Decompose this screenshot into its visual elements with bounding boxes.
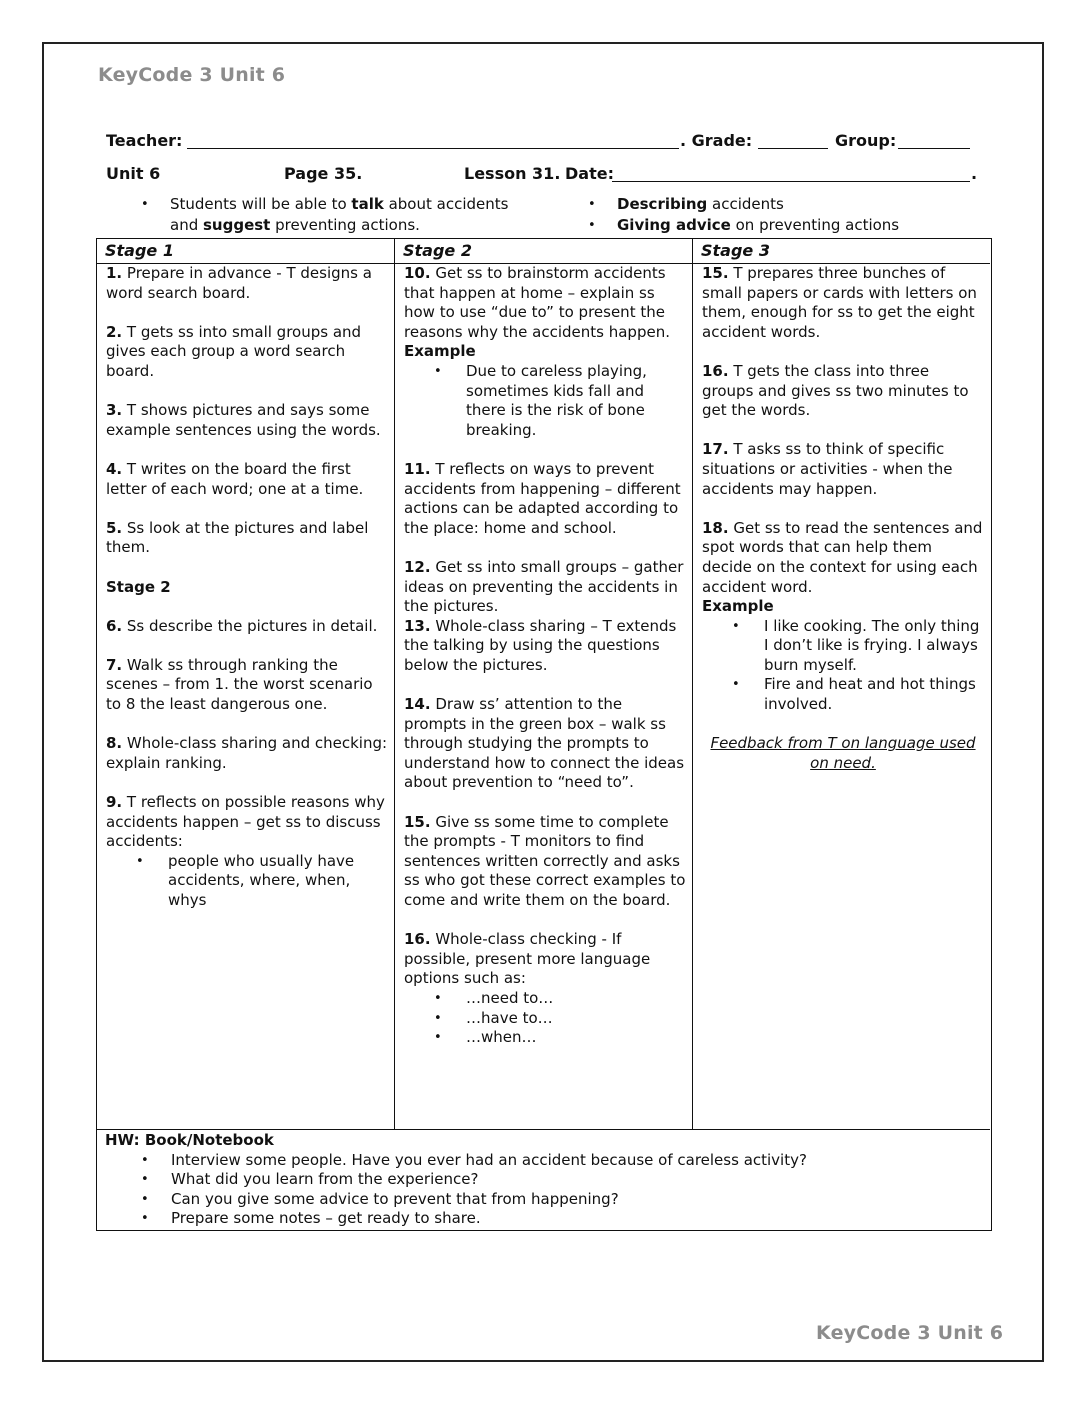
objective-right-2: • Giving advice on preventing actions: [588, 216, 900, 234]
objective-left: • Students will be able to talk about accidents and suggest preventing actions.: [141, 195, 509, 234]
step-7: 7. Walk ss through ranking the scenes – from 1. the worst scenario to 8 the least dangerous one.: [106, 655, 373, 714]
column-divider-1: [394, 239, 395, 1129]
list-item: • Prepare some notes – get ready to share.: [105, 1209, 985, 1229]
example-label: Example: [404, 342, 476, 361]
step-2: 2. T gets ss into small groups and gives each group a word search board.: [106, 322, 362, 380]
stage-2-heading: Stage 2: [403, 241, 472, 260]
homework-title: HW: Book/Notebook: [105, 1131, 274, 1149]
objective-right-1: • Describing accidents: [588, 195, 784, 213]
stage-2-subheading: Stage 2: [106, 577, 171, 596]
list-item: • What did you learn from the experience?: [105, 1170, 985, 1190]
step-14: 14. Draw ss’ attention to the prompts in the green box – walk ss through studying the prompts to understand how to connect the ideas about prevention to “need to”.: [404, 695, 685, 792]
bullet-icon: •: [588, 218, 596, 233]
column-divider-2: [692, 239, 693, 1129]
step-18: 18. Get ss to read the sentences and spot words that can help them decide on the context for using each accident word.: [702, 518, 983, 596]
feedback-note: Feedback from T on language used on need.: [710, 734, 976, 772]
step-3: 3. T shows pictures and says some example sentences using the words.: [106, 401, 381, 439]
list-item: • Can you give some advice to prevent that from happening?: [105, 1190, 985, 1210]
unit-label: Unit 6: [106, 164, 161, 183]
step-15: 15. Give ss some time to complete the prompts - T monitors to find sentences written correctly and asks ss who got these correct examples to come and write them on the board.: [404, 812, 686, 909]
list-item: • Interview some people. Have you ever had an accident because of careless activity?: [105, 1151, 985, 1171]
step-9: 9. T reflects on possible reasons why accidents happen – get ss to discuss accidents:: [106, 793, 385, 851]
step-5: 5. Ss look at the pictures and label them.: [106, 518, 369, 557]
homework-section: [105, 1131, 985, 1229]
teacher-label: Teacher:: [106, 131, 183, 150]
list-item: • Fire and heat and hot things involved.: [702, 675, 984, 714]
step-16: 16. Whole-class checking - If possible, present more language options such as:: [404, 930, 651, 988]
step-17: 17. T asks ss to think of specific situations or activities - when the accidents may happen.: [702, 440, 953, 498]
stage-1-heading: Stage 1: [105, 241, 174, 260]
homework-divider: [97, 1129, 990, 1130]
stage-3-heading: Stage 3: [701, 241, 770, 260]
step-6: 6. Ss describe the pictures in detail.: [106, 616, 378, 635]
list-item: • …have to…: [404, 1009, 686, 1029]
list-item: • …need to…: [404, 989, 686, 1009]
step-16b: 16. T gets the class into three groups and gives ss two minutes to get the words.: [702, 361, 969, 420]
date-end: .: [971, 164, 978, 183]
lesson-label: Lesson 31.: [464, 164, 561, 183]
date-line: [612, 181, 970, 182]
list-item: • I like cooking. The only thing I don’t like is frying. I always burn myself.: [702, 617, 984, 676]
teacher-line: [187, 148, 679, 149]
grade-line: [758, 148, 828, 149]
step-4: 4. T writes on the board the first letter of each word; one at a time.: [106, 459, 364, 498]
brand-footer: KeyCode 3 Unit 6: [816, 1322, 1004, 1344]
step-8: 8. Whole-class sharing and checking: explain ranking.: [106, 734, 388, 772]
brand-header: KeyCode 3 Unit 6: [98, 64, 286, 86]
homework-list: [105, 1151, 985, 1229]
example-list: [404, 362, 686, 440]
example-label: Example: [702, 597, 774, 616]
step-10: 10. Get ss to brainstorm accidents that happen at home – explain ss how to use “due to” to present the reasons why the accidents happen.: [404, 264, 670, 341]
step-1: 1. Prepare in advance - T designs a word search board.: [106, 264, 372, 302]
bullet-icon: •: [588, 197, 596, 212]
group-line: [898, 148, 970, 149]
list-item: • people who usually have accidents, where, when, whys: [106, 852, 388, 911]
step-12: 12. Get ss into small groups – gather ideas on preventing the accidents in the pictures.: [404, 557, 684, 616]
step-15b: 15. T prepares three bunches of small papers or cards with letters on them, enough for ss to get the eight accident words.: [702, 264, 977, 341]
step-9-list: [106, 852, 388, 911]
grade-label: . Grade:: [680, 131, 753, 150]
stage-2-column: [404, 264, 686, 1067]
language-options-list: [404, 989, 686, 1048]
date-label: Date:: [565, 164, 614, 183]
lesson-table: [96, 238, 992, 1231]
step-13: 13. Whole-class sharing – T extends the talking by using the questions below the pictures.: [404, 616, 677, 674]
page-label: Page 35.: [284, 164, 363, 183]
bullet-icon: •: [141, 197, 149, 212]
step-11: 11. T reflects on ways to prevent accidents from happening – different actions can be adapted according to the place: home and school.: [404, 459, 681, 537]
stage-1-column: [106, 264, 388, 930]
list-item: • …when…: [404, 1028, 686, 1048]
group-label: Group:: [835, 131, 897, 150]
example-list: [702, 617, 984, 715]
list-item: • Due to careless playing, sometimes kids fall and there is the risk of bone breaking.: [404, 362, 686, 440]
stage-3-column: [702, 264, 984, 793]
